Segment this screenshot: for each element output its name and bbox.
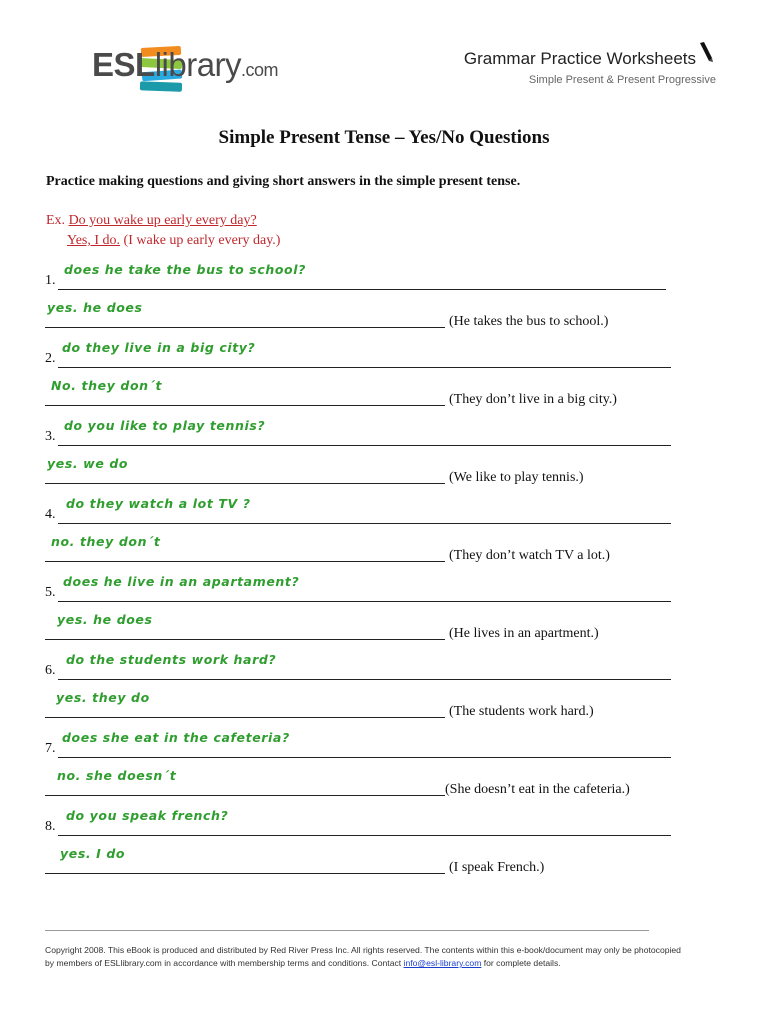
example-answer: Yes, I do. xyxy=(67,233,121,248)
answer-line[interactable] xyxy=(45,639,445,640)
copyright-text-end: for complete details. xyxy=(481,958,561,968)
handwritten-answer: yes. he does xyxy=(47,300,143,315)
example-prefix: Ex. xyxy=(46,213,66,228)
item-number: 2. xyxy=(45,351,56,366)
copyright-text: Copyright 2008. This eBook is produced and distributed by Red River Press Inc. All rights reserved. The contents within this e-book/document may only be photocopied by members of ESLlibrary.com in accordance with membership terms and conditions. Contact xyxy=(45,945,681,968)
question-line[interactable] xyxy=(58,445,671,446)
logo-main: ESL xyxy=(92,46,155,83)
logo-light: library xyxy=(154,46,242,83)
item-number: 3. xyxy=(45,429,56,444)
example-answer-line xyxy=(67,233,280,249)
handwritten-answer: yes. he does xyxy=(57,612,153,627)
pencil-icon xyxy=(697,41,715,63)
question-line[interactable] xyxy=(58,601,671,602)
exercise-item xyxy=(0,730,768,808)
handwritten-answer: yes. we do xyxy=(47,456,129,471)
answer-line[interactable] xyxy=(45,561,445,562)
question-line[interactable] xyxy=(58,679,671,680)
exercise-item xyxy=(0,652,768,730)
contact-email-link[interactable]: info@esl-library.com xyxy=(403,958,482,968)
statement: (We like to play tennis.) xyxy=(449,470,584,485)
statement: (The students work hard.) xyxy=(449,704,594,719)
statement: (He lives in an apartment.) xyxy=(449,626,599,641)
answer-line[interactable] xyxy=(45,873,445,874)
question-line[interactable] xyxy=(58,835,671,836)
statement: (They don’t watch TV a lot.) xyxy=(449,548,610,563)
item-number: 1. xyxy=(45,273,56,288)
handwritten-question: do they watch a lot TV ? xyxy=(66,496,251,511)
handwritten-question: does she eat in the cafeteria? xyxy=(62,730,290,745)
worksheet-series-title: Grammar Practice Worksheets xyxy=(463,49,696,68)
item-number: 8. xyxy=(45,819,56,834)
handwritten-question: do you like to play tennis? xyxy=(64,418,266,433)
handwritten-question: does he live in an apartament? xyxy=(63,574,300,589)
question-line[interactable] xyxy=(58,367,671,368)
handwritten-question: do the students work hard? xyxy=(66,652,277,667)
handwritten-question: do they live in a big city? xyxy=(62,340,256,355)
handwritten-question: does he take the bus to school? xyxy=(64,262,306,277)
statement: (She doesn’t eat in the cafeteria.) xyxy=(445,782,630,797)
logo-wordmark xyxy=(92,48,278,81)
handwritten-answer: no. they don´t xyxy=(51,534,161,549)
exercise-item xyxy=(0,340,768,418)
statement: (I speak French.) xyxy=(449,860,545,875)
example-statement: (I wake up early every day.) xyxy=(123,233,281,248)
handwritten-answer: yes. I do xyxy=(60,846,126,861)
answer-line[interactable] xyxy=(45,717,445,718)
statement: (He takes the bus to school.) xyxy=(449,314,609,329)
page-title: Simple Present Tense – Yes/No Questions xyxy=(218,127,550,148)
worksheet-series-subtitle: Simple Present & Present Progressive xyxy=(528,74,716,86)
instructions: Practice making questions and giving short answers in the simple present tense. xyxy=(46,174,521,189)
example-question: Do you wake up early every day? xyxy=(68,213,257,228)
logo-dotcom: .com xyxy=(241,60,279,80)
exercise-item xyxy=(0,808,768,886)
item-number: 5. xyxy=(45,585,56,600)
handwritten-answer: no. she doesn´t xyxy=(57,768,177,783)
answer-line[interactable] xyxy=(45,795,445,796)
handwritten-question: do you speak french? xyxy=(66,808,229,823)
answer-line[interactable] xyxy=(45,327,445,328)
statement: (They don’t live in a big city.) xyxy=(449,392,617,407)
exercise-item xyxy=(0,496,768,574)
exercise-item xyxy=(0,574,768,652)
copyright-notice xyxy=(45,944,685,970)
handwritten-answer: yes. they do xyxy=(56,690,150,705)
item-number: 6. xyxy=(45,663,56,678)
example-question-line xyxy=(46,213,257,229)
answer-line[interactable] xyxy=(45,405,445,406)
question-line[interactable] xyxy=(58,523,671,524)
exercise-item xyxy=(0,262,768,340)
question-line[interactable] xyxy=(58,289,666,290)
item-number: 7. xyxy=(45,741,56,756)
item-number: 4. xyxy=(45,507,56,522)
footer-divider xyxy=(45,930,649,931)
exercise-item xyxy=(0,418,768,496)
handwritten-answer: No. they don´t xyxy=(51,378,163,393)
question-line[interactable] xyxy=(58,757,671,758)
answer-line[interactable] xyxy=(45,483,445,484)
